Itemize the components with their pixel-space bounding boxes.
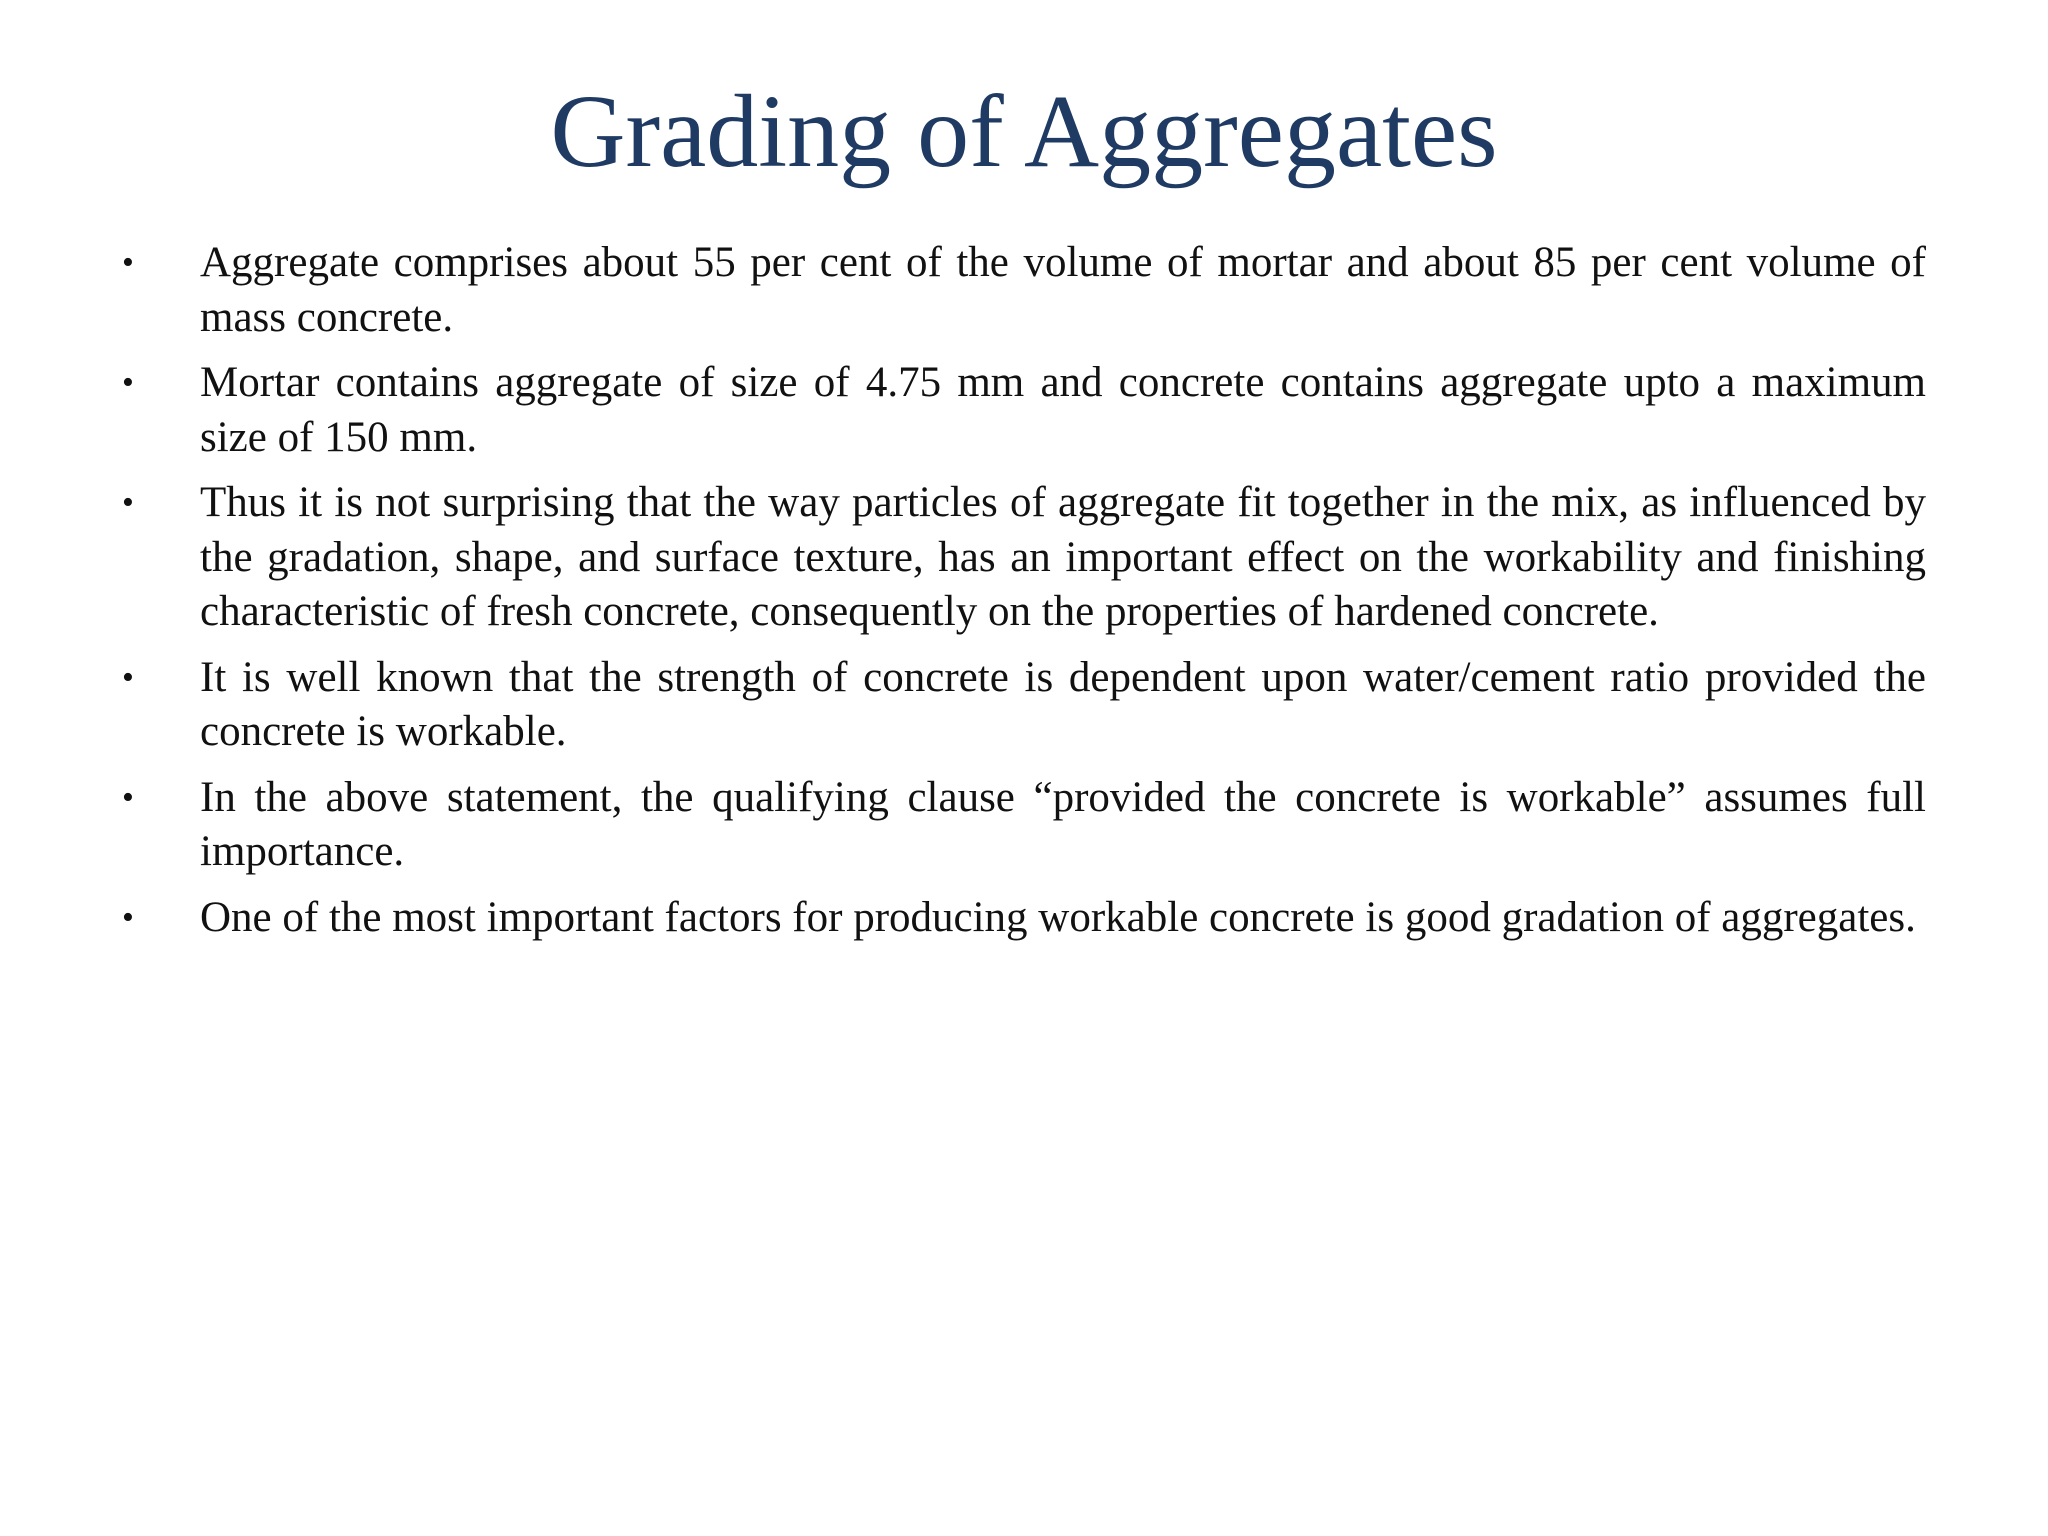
bullet-list bbox=[118, 236, 1926, 956]
bullet-text: One of the most important factors for producing workable concrete is good gradation of aggregates. bbox=[200, 893, 1916, 941]
bullet-item bbox=[118, 476, 1926, 640]
bullet-text: Aggregate comprises about 55 per cent of the volume of mortar and about 85 per cent volume of mass concrete. bbox=[200, 239, 1926, 341]
bullet-point-icon: • bbox=[122, 244, 134, 281]
bullet-item bbox=[118, 771, 1926, 880]
bullet-point-icon: • bbox=[122, 778, 134, 816]
bullet-point-icon: • bbox=[122, 898, 134, 936]
bullet-item bbox=[118, 891, 1926, 946]
bullet-item bbox=[118, 236, 1926, 345]
bullet-text: In the above statement, the qualifying clause “provided the concrete is workable” assumes full importance. bbox=[200, 773, 1926, 875]
bullet-item bbox=[118, 356, 1926, 465]
bullet-text: Mortar contains aggregate of size of 4.75 mm and concrete contains aggregate upto a maximum size of 150 mm. bbox=[200, 359, 1926, 461]
bullet-point-icon: • bbox=[122, 658, 134, 696]
bullet-point-icon: • bbox=[122, 364, 134, 401]
bullet-item bbox=[118, 651, 1926, 760]
bullet-text: Thus it is not surprising that the way particles of aggregate fit together in the mix, as influenced by the gradation, shape, and surface texture, has an important effect on the workability and finishing characteristic of fresh concrete, consequently on the properties of hardened concrete. bbox=[200, 479, 1926, 635]
bullet-text: It is well known that the strength of concrete is dependent upon water/cement ratio provided the concrete is workable. bbox=[200, 653, 1926, 755]
slide-title: Grading of Aggregates bbox=[550, 74, 1498, 189]
bullet-point-icon: • bbox=[122, 484, 134, 521]
